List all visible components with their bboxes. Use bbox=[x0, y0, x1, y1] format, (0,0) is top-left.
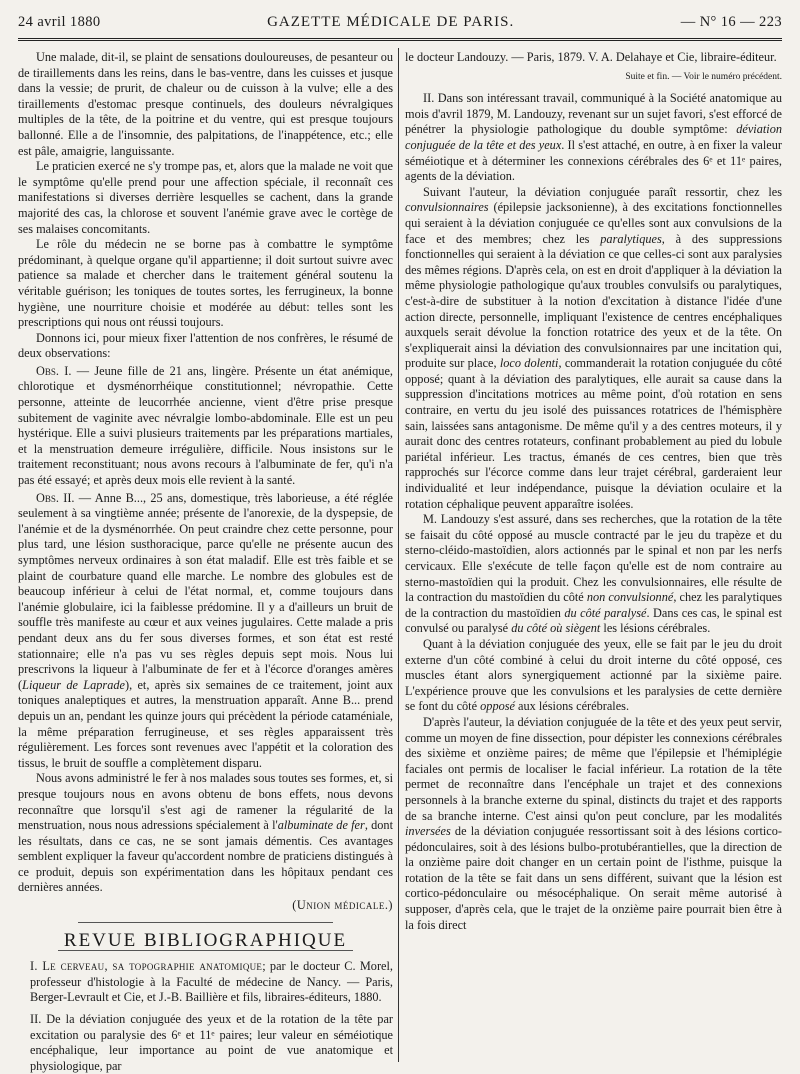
paragraph bbox=[18, 771, 393, 896]
column-divider bbox=[398, 48, 399, 1062]
header-rule bbox=[18, 38, 782, 43]
observation-label: Obs. II. bbox=[36, 490, 75, 505]
paragraph-text: , chez les paralytiques de la contraction du mastoïdien bbox=[405, 590, 782, 620]
paragraph-text: . Il s'est attaché, en outre, à en fixer la valeur séméiotique et à déterminer les connexions cérébrales des 6ᵉ et 11ᵉ paires, agents de la déviation. bbox=[405, 137, 783, 184]
paragraph bbox=[405, 512, 782, 637]
paragraph-text: , dont les résultats, dans ce cas, ne se sont jamais démentis. Ces avantages semblent expliquer la faveur qu'accordent nombre de praticiens distingués à ce produit, depuis son expérimentation dans les hôpitaux pendant ces dernières années. bbox=[18, 818, 393, 895]
bib-title: I. Le cerveau, sa topographie anatomique bbox=[30, 959, 263, 974]
left-column bbox=[18, 50, 393, 1073]
observation-text: — Jeune fille de 21 ans, lingère. Présente un état anémique, chlorotique et dysménorrhéique constitutionnel; névropathie. Cette personne, atteinte de leucorrhée ancienne, vient d'être prise presque subitement de vaginite avec névralgie lombo-abdominale. Elle est un peu hystérique. Elle a suivi plusieurs traitements par les préparations martiales, et la menstruation demeure irrégulière, difficile. Nous insistons sur le traitement reconstituant; nous avons recours à l'albuminate de fer, qu'i n'a pas été essayé; et après deux mois elle revient à la santé. bbox=[18, 363, 393, 488]
paragraph: Le praticien exercé ne s'y trompe pas, et, alors que la malade ne voit que le symptôme qu'elle prend pour une affection spéciale, il reconnaît ces manifestations si diverses derrière lesquelles se cachent, dans la grande majorité des cas, la chlorose et souvent l'anémie grave avec le cortège de ses malaises concomitants. bbox=[18, 159, 393, 236]
separator-rule bbox=[78, 922, 333, 923]
paragraph-text: M. Landouzy s'est assuré, dans ses recherches, que la rotation de la tête se faisait du côté opposé au muscle contracté par le jeu du trapèze et du sterno-cléido-mastoïdien, alors actionnés par le spinal et non par les nerfs cervicaux. Elle s'exécute de telle façon qu'elle est de nom contraire au sterno-mastoïdien qui la produit. Chez les convulsionnaires, elle résulte de la contraction du mastoïdien du côté bbox=[405, 512, 782, 605]
italic-term: déviation conjuguée de la tête et des yeux bbox=[405, 122, 782, 152]
observation-1 bbox=[18, 364, 393, 489]
italic-term: convulsionnaires bbox=[405, 200, 489, 215]
italic-term: du côté paralysé bbox=[564, 605, 647, 620]
paragraph-text: II. Dans son intéressant travail, communiqué à la Société anatomique au mois d'avril 1879, M. Landouzy, revenant sur un sujet favori, s'est efforcé de pénétrer la physiologie pathologique du double symptôme: bbox=[405, 91, 782, 137]
italic-term: du côté où siègent bbox=[511, 621, 601, 636]
masthead bbox=[18, 14, 782, 36]
paragraph-text: , commanderait la rotation conjuguée du côté opposé; quant à la déviation des paralytiques, elle aurait sa cause dans la suppression d'incitations motrices au même point, d'où rotation en sens contraire, en vertu du jeu isolé des puissances rotatrices de l'hémisphère sain, laissées sans antagonisme. De même qu'il y a des centres moteurs, il y aurait donc des centres rotateurs, confinant probablement au pied du lobule pariétal inférieur. Les tractus, émanés de ces centres, bien que très rapprochés sur l'écorce comme dans leur trajet cérébral, garderaient leur individualité et leur indépendance, puisque la déviation oculaire et la rotation céphalique peuvent apparaître isolées. bbox=[405, 356, 782, 511]
paragraph bbox=[405, 185, 782, 512]
paragraph-text: Nous avons administré le fer à nos malades sous toutes ses formes, et, si presque toujours nous en avons obtenu de bons effets, nous devons reconnaître que lorsqu'il s'est agi de ramener la régularité de la menstruation, nous nous adressions spécialement à l' bbox=[18, 771, 393, 833]
paragraph-text: , à des suppressions fonctionnelles qui seraient à la déviation ce que celles-ci sont aux paralysies des mêmes régions. D'après cela, on est en droit d'appliquer à la déviation la même physiologie pathologique qu'aux troubles convulsifs ou paralytiques, c'est-à-dire de substituer à la notion d'excitation à distance l'idée d'une action directe, personnelle, impliquant l'existence de centres encéphaliques auxquels serait dévolue la fonction rotatrice des yeux et de la tête. On s'expliquerait ainsi la déviation des convulsionnaires par une incitation qui, produite sur place, bbox=[405, 231, 782, 371]
issue-number-and-page bbox=[681, 14, 782, 31]
bib-continuation: le docteur Landouzy. — Paris, 1879. V. A. Delahaye et Cie, libraire-éditeur. bbox=[405, 50, 777, 64]
italic-term: paralytiques bbox=[600, 231, 662, 246]
paragraph-text: aux lésions cérébrales. bbox=[514, 699, 630, 714]
paragraph: Une malade, dit-il, se plaint de sensations douloureuses, de pesanteur ou de tiraillements dans les reins, dans le bas-ventre, dans les cuisses et jusque dans la vessie; de prurit, de chaleur ou de cuisson à la vulve; elle a des tiraillements d'estomac presque continuels, des douleurs névralgiques multiples de la tête, de la poitrine et du ventre, qui est presque toujours ballonné. Elle a de l'insomnie, des palpitations, de l'inappétence, etc.; elle est pâle, amaigrie, languissante. bbox=[18, 50, 393, 158]
source-attribution: (Union médicale.) bbox=[292, 898, 393, 913]
paragraph-text: Suivant l'auteur, la déviation conjuguée paraît ressortir, chez les bbox=[423, 184, 782, 199]
issue-date: 24 avril 1880 bbox=[18, 14, 101, 30]
italic-term: loco dolenti bbox=[499, 356, 559, 371]
paragraph bbox=[405, 637, 782, 715]
italic-term: inversées bbox=[405, 824, 451, 839]
italic-term: albuminate de fer bbox=[277, 818, 365, 833]
paragraph-text: (épilepsie jacksonienne), à des excitations fonctionnelles qui seraient à la déviation conjuguée ce qu'elles sont aux convulsions de la face et des membres; chez les bbox=[405, 200, 782, 246]
italic-term: opposé bbox=[480, 699, 515, 714]
continuation-note: Suite et fin. — Voir le numéro précédent. bbox=[625, 71, 782, 82]
page-number: 223 bbox=[759, 14, 782, 30]
observation-2 bbox=[18, 491, 393, 772]
paragraph-text: D'après l'auteur, la déviation conjuguée de la tête et des yeux peut servir, comme un moyen de fine dissection, pour dépister les connexions cérébrales des sixième et onzième paires; de même que l'épilepsie et l'hémiplégie faciales ont permis de localiser le facial inférieur. La rotation de la tête permet de reconnaître dans l'encéphale un trajet et des connexions personnels à la branche externe du spinal, distincts du trajet et des rapports de sa branche interne. C'est ainsi qu'on peut conclure, par les modalités bbox=[405, 714, 782, 823]
italic-term: non convulsionné bbox=[586, 590, 674, 605]
paragraph bbox=[405, 715, 782, 933]
issue-number: — N° 16 — bbox=[680, 14, 756, 30]
observation-label: Obs. I. bbox=[36, 363, 72, 378]
paragraph: Donnons ici, pour mieux fixer l'attention de nos confrères, le résumé de deux observations: bbox=[18, 330, 393, 361]
paragraph-text: . Dans ces cas, le spinal est convulsé ou paralysé bbox=[405, 605, 782, 636]
bib-details: ; par le docteur C. Morel, professeur d'histologie à la Faculté de médecine de Nancy. — Paris, Berger-Levrault et Cie, et J.-B. Baillière et fils, libraires-éditeurs, 1880. bbox=[30, 959, 393, 1005]
bibliography-entry-1 bbox=[18, 959, 393, 1006]
paragraph-text: les lésions cérébrales. bbox=[600, 621, 711, 636]
right-column bbox=[405, 50, 782, 1062]
observation-text: ), et, après six semaines de ce traitement, joint aux toniques analeptiques et autres, la menstruation apparaît. Anne B... prend depuis un an, pendant les quinze jours qui précèdent la période cataméniale, la même préparation ferrugineuse, et ses règles apparaissent très régulièrement. Les forces sont revenues avec l'appétit et la coloration des tissus, le bruit de souffle a complètement disparu. bbox=[18, 677, 393, 770]
paragraph-text: de la déviation conjuguée ressortissant soit à des lésions cortico-pédonculaires, soit à des lésions bulbo-protubérantielles, que la direction de la onzième paire doit changer en un certain point de l'isthme, puisque la rotation de la tête se fait dans un sens différent, suivant que la lésion est cortico-pédonculaire ou mésocéphalique. On serait même autorisé à supposer, d'après cela, que le trajet de la onzième paire pourrait bien être à la fois direct bbox=[405, 824, 782, 932]
section-title: REVUE BIBLIOGRAPHIQUE bbox=[63, 929, 348, 951]
journal-title: GAZETTE MÉDICALE DE PARIS. bbox=[267, 14, 515, 30]
italic-term: Liqueur de Laprade bbox=[22, 677, 125, 692]
observation-text: — Anne B..., 25 ans, domestique, très laborieuse, a été réglée seulement à sa vingtième année; présente de l'anorexie, de la dyspepsie, de l'anémie et de la dysménorrhée. On peut craindre chez cette personne, pour plus tard, une lésion susthoracique, parce qu'elle ne présente aucun des symptômes nerveux ordinaires à son état maladif. Elle est très faible et se plaint de courbature quand elle marche. Le nombre des globules est de beaucoup inférieur à celui de l'état normal, et, comme toujours dans l'anémie globulaire, ici la faiblesse prédomine. Il y a d'ailleurs un bruit de souffle très manifeste au cœur et aux veines jugulaires. Cette malade a pris pendant deux ans du fer sous diverses formes, et son état est resté stationnaire; elle n'a pas vu ses règles depuis sept mois. Nous lui prescrivons la liqueur à l'albuminate de fer et à l'écorce d'oranges amères ( bbox=[18, 490, 393, 692]
paragraph: Le rôle du médecin ne se borne pas à combattre le symptôme prédominant, à quelque organe qu'il appartienne; il doit surtout suivre avec patience sa malade et chercher dans le traitement général soutenu la véritable guérison; les toniques de toutes sortes, les ferrugineux, la bonne hygiène, une nourriture choisie et modérée au début: telles sont les prescriptions qui nous ont réussi toujours. bbox=[18, 237, 393, 330]
paragraph-text: Quant à la déviation conjuguée des yeux, elle se fait par le jeu du droit externe d'un côté combiné à celui du droit interne du côté opposé, ces muscles étant alors synergiquement actionné par la sixième paire. L'expérience prouve que les convulsions et les paralysies de cette dernière se font du côté bbox=[405, 636, 782, 714]
paragraph bbox=[405, 91, 782, 185]
bibliography-entry-2: II. De la déviation conjuguée des yeux et de la rotation de la tête par excitation ou paralysie des 6ᵉ et 11ᵉ paires; leur valeur en séméiotique encéphalique, leur importance au point de vue anatomique et physiologique, par bbox=[30, 1012, 393, 1073]
